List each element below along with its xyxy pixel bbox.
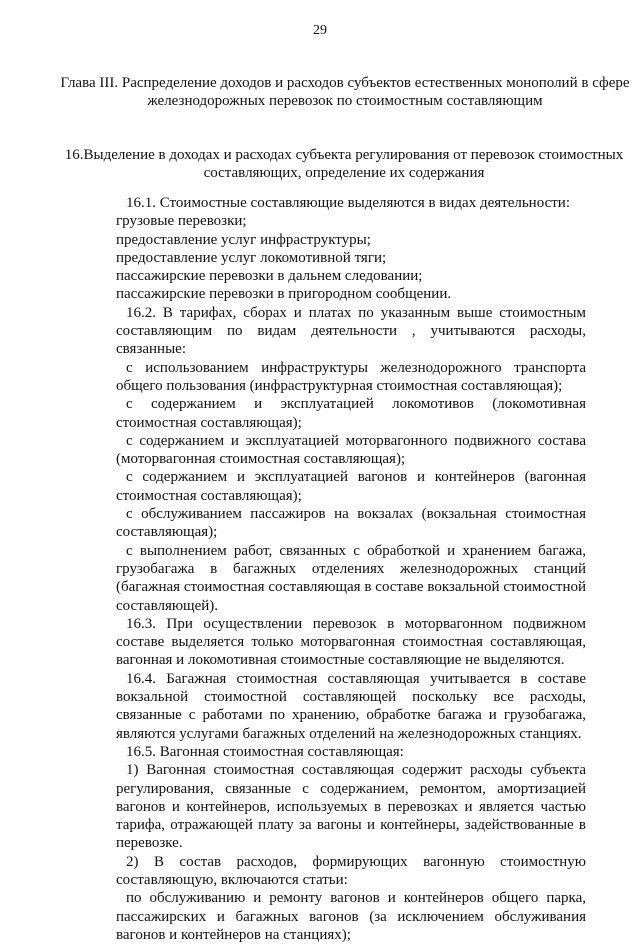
paragraph: 16.4. Багажная стоимостная составляющая учитывается в составе вокзальной стоимостной составляющей поскольку все расходы, связанные с работами по хранению, обработке багажа и грузобагажа, являются услугами багажных отделений на железнодорожных станциях. bbox=[116, 670, 586, 742]
chapter-title: Глава III. Распределение доходов и расходов субъектов естественных монополий в сфере железнодорожных перевозок по стоимостным составляющим bbox=[60, 75, 630, 109]
numbered-item: 1) Вагонная стоимостная составляющая содержит расходы субъекта регулирования, связанные с содержанием, ремонтом, амортизацией вагонов и контейнеров, используемых в перевозках и является частью тарифа, отражающей плату за вагоны и контейнеры, задействованные в перевозке. bbox=[116, 762, 586, 852]
paragraph: 16.5. Вагонная стоимостная составляющая: bbox=[126, 743, 404, 760]
section-title: 16.Выделение в доходах и расходах субъекта регулирования от перевозок стоимостных составляющих, определение их содержания bbox=[64, 147, 624, 181]
list-item: с использованием инфраструктуры железнодорожного транспорта общего пользования (инфраструктурная стоимостная составляющая); bbox=[116, 359, 586, 394]
list-item: пассажирские перевозки в пригородном сообщении. bbox=[116, 286, 452, 303]
numbered-item: 2) В состав расходов, формирующих вагонную стоимостную составляющую, включаются статьи: bbox=[116, 853, 586, 888]
list-item: по обслуживанию и ремонту вагонов и контейнеров общего парка, пассажирских и багажных вагонов (за исключением обслуживания вагонов и контейнеров на станциях); bbox=[116, 890, 586, 943]
paragraph: 16.3. При осуществлении перевозок в моторвагонном подвижном составе выделяется только моторвагонная стоимостная составляющая, вагонная и локомотивная стоимостные составляющие не выделяются. bbox=[116, 615, 586, 669]
list-item: с содержанием и эксплуатацией локомотивов (локомотивная стоимостная составляющая); bbox=[116, 396, 586, 431]
list-item: с содержанием и эксплуатацией вагонов и контейнеров (вагонная стоимостная составляющая); bbox=[116, 469, 586, 504]
list-item: с выполнением работ, связанных с обработкой и хранением багажа, грузобагажа в багажных отделениях железнодорожных станций (багажная стоимостная составляющая в составе вокзальной стоимостной составляющей). bbox=[116, 542, 586, 614]
list-item: с содержанием и эксплуатацией моторвагонного подвижного состава (моторвагонная стоимостная составляющая); bbox=[116, 432, 586, 468]
list-item: с обслуживанием пассажиров на вокзалах (вокзальная стоимостная составляющая); bbox=[116, 506, 586, 541]
list-item: грузовые перевозки; bbox=[116, 213, 247, 230]
page-number: 29 bbox=[313, 23, 327, 38]
list-item: пассажирские перевозки в дальнем следовании; bbox=[116, 268, 423, 285]
list-item: предоставление услуг локомотивной тяги; bbox=[116, 249, 387, 266]
list-item: предоставление услуг инфраструктуры; bbox=[116, 231, 371, 248]
paragraph: 16.2. В тарифах, сборах и платах по указанным выше стоимостным составляющим по видам деятельности , учитываются расходы, связанные: bbox=[116, 304, 586, 358]
document-body bbox=[116, 194, 586, 944]
paragraph: 16.1. Стоимостные составляющие выделяются в видах деятельности: bbox=[126, 195, 570, 211]
